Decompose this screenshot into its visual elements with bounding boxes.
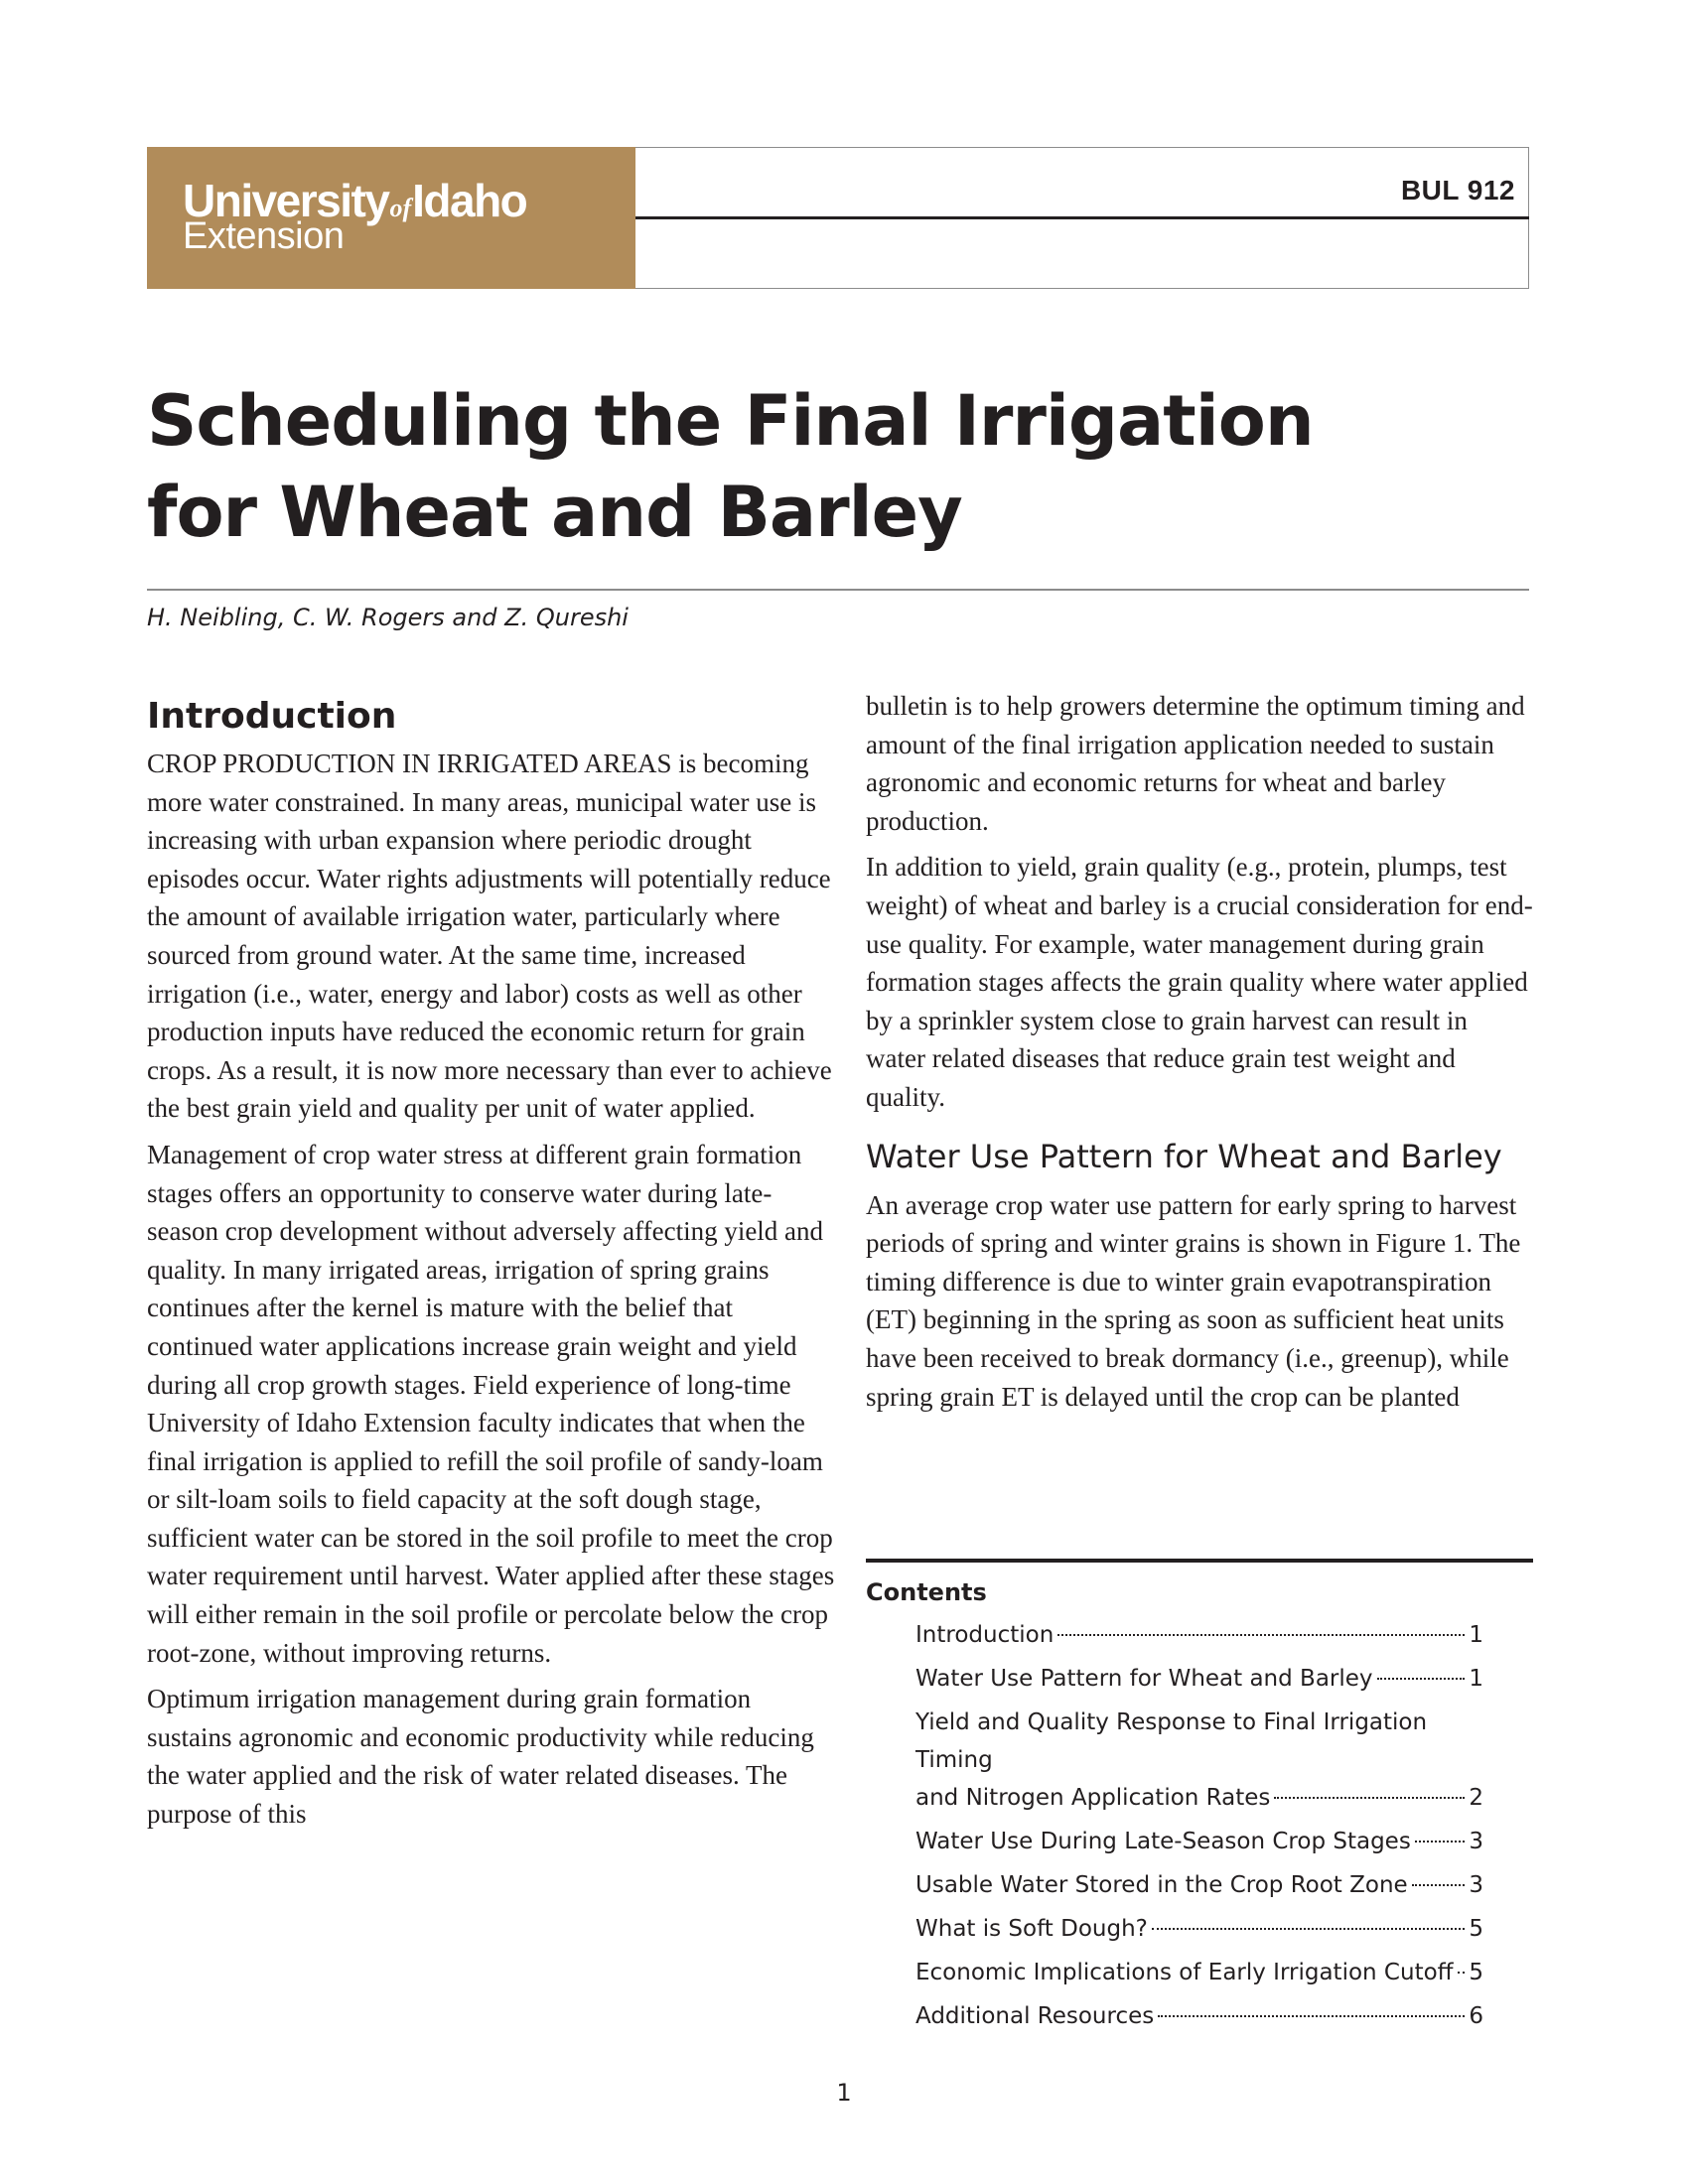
logo-wordmark: UniversityofIdaho [183, 175, 527, 226]
logo-extension: Extension [183, 215, 345, 257]
toc-item-water-use-pattern[interactable]: Water Use Pattern for Wheat and Barley 1 [915, 1666, 1483, 1692]
toc-leader [1415, 1841, 1466, 1843]
toc-item-late-season-water-use[interactable]: Water Use During Late-Season Crop Stages 3 [915, 1829, 1483, 1854]
contents-heading: Contents [866, 1578, 987, 1606]
toc-leader [1152, 1928, 1465, 1930]
intro-paragraph: Optimum irrigation management during grain formation sustains agronomic and economic productivity while reducing the water applied and the risk of water related diseases. The purpose of this [147, 1684, 814, 1830]
intro-paragraph: Management of crop water stress at different grain formation stages offers an opportunity to conserve water during late-season crop development without adversely affecting yield and quality. In many irrigated areas, irrigation of spring grains continues after the kernel is mature with the belief that continued water applications increase grain weight and yield during all crop growth stages. Field experience of long-time University of Idaho Extension faculty indicates that when the final irrigation is applied to refill the soil profile of sandy-loam or silt-loam soils to field capacity at the soft dough stage, sufficient water can be stored in the soil profile to meet the crop water requirement until harvest. Water applied after these stages will either remain in the soil profile or percolate below the crop root-zone, without improving returns. [147, 1139, 835, 1668]
body-paragraph: In addition to yield, grain quality (e.g., protein, plumps, test weight) of wheat and barley is a crucial consideration for end-use quality. For example, water management during grain formation stages affects the grain quality where water applied by a sprinkler system close to grain harvest can result in water related diseases that reduce grain test weight and quality. [866, 852, 1533, 1112]
toc-leader [1274, 1797, 1465, 1799]
toc-item-additional-resources[interactable]: Additional Resources 6 [915, 2003, 1483, 2029]
section-heading-introduction: Introduction [147, 696, 397, 737]
page-number: 1 [836, 2079, 852, 2107]
toc-item-introduction[interactable]: Introduction 1 [915, 1622, 1483, 1648]
toc-item-economic-implications[interactable]: Economic Implications of Early Irrigation Cutoff 5 [915, 1960, 1483, 1985]
bulletin-number: BUL 912 [1400, 175, 1515, 205]
toc-leader [1158, 2015, 1465, 2017]
right-column [866, 687, 1533, 1424]
toc-leader [1057, 1634, 1465, 1636]
toc-leader [1377, 1678, 1466, 1680]
university-logo [147, 147, 635, 289]
toc-leader [1412, 1884, 1466, 1886]
left-column [147, 693, 842, 1842]
toc-item-usable-water-stored[interactable]: Usable Water Stored in the Crop Root Zone 3 [915, 1872, 1483, 1898]
header-divider [635, 216, 1529, 219]
document-title: Scheduling the Final Irrigation for Wheat and Barley [147, 380, 1314, 553]
intro-paragraph: CROP PRODUCTION IN IRRIGATED AREAS is becoming more water constrained. In many areas, municipal water use is increasing with urban expansion where periodic drought episodes occur. Water rights adjustments will potentially reduce the amount of available irrigation water, particularly where sourced from ground water. At the same time, increased irrigation (i.e., water, energy and labor) costs as well as other production inputs have reduced the economic return for grain crops. As a result, it is now more necessary than ever to achieve the best grain yield and quality per unit of water applied. [147, 749, 832, 1124]
body-paragraph: An average crop water use pattern for early spring to harvest periods of spring and winter grains is shown in Figure 1. The timing difference is due to winter grain evapotranspiration (ET) beginning in the spring as soon as sufficient heat units have been received to break dormancy (i.e., greenup), while spring grain ET is delayed until the crop can be planted [866, 1189, 1521, 1412]
body-paragraph: bulletin is to help growers determine the optimum timing and amount of the final irrigation application needed to sustain agronomic and economic returns for wheat and barley production. [866, 691, 1525, 836]
section-heading-water-use: Water Use Pattern for Wheat and Barley [866, 1137, 1502, 1175]
title-divider [147, 589, 1529, 591]
contents-divider [866, 1559, 1533, 1563]
authors: H. Neibling, C. W. Rogers and Z. Qureshi [147, 604, 629, 631]
toc-item-yield-quality-response[interactable]: Yield and Quality Response to Final Irrigation Timing and Nitrogen Application Rates 2 [915, 1709, 1483, 1811]
toc-leader [1458, 1972, 1466, 1974]
contents-box [866, 1559, 1533, 2041]
toc-item-soft-dough[interactable]: What is Soft Dough? 5 [915, 1916, 1483, 1942]
